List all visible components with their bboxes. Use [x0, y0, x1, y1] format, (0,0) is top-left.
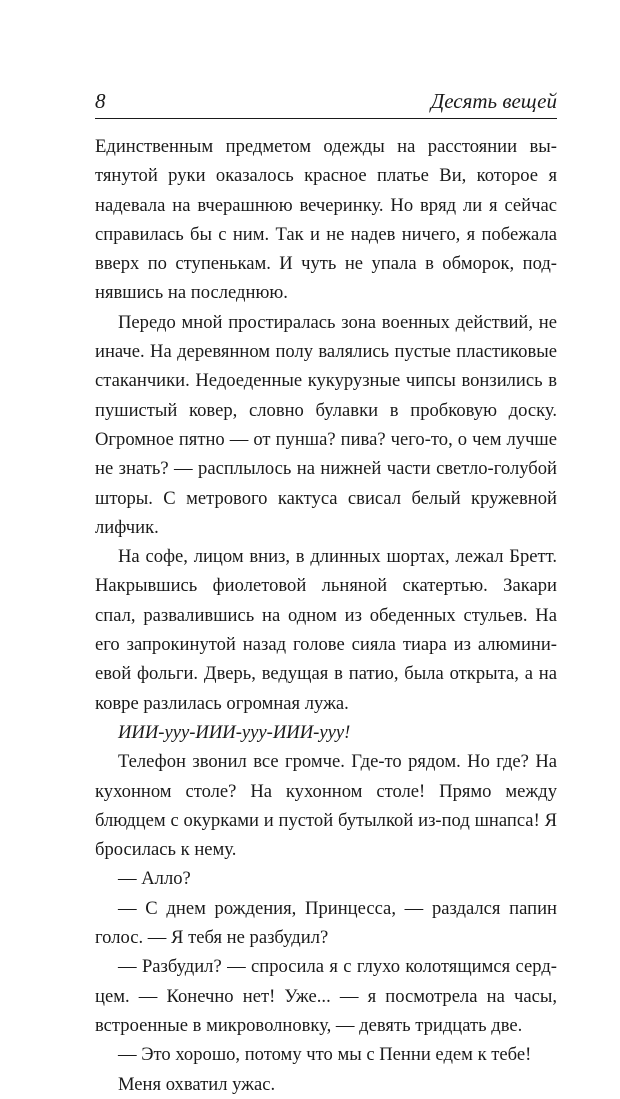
header-divider: [95, 118, 557, 119]
paragraph: Телефон звонил все громче. Где-то рядом. Но где? На кухонном столе? На кухонном столе! Прямо между блюдцем с окурками и пустой бутылкой из-под шнапса! Я бросилась к нему.: [95, 751, 557, 861]
page-number: 8: [95, 89, 106, 113]
paragraph: Единственным предметом одежды на расстоянии вытянутой руки оказалось красное платье Ви, которое я надевала на вчерашнюю вечеринку. Но вряд ли я сейчас справилась бы с ним. Так и не надев ничего, я побежала вверх по ступенькам. И чуть не упала в обморок, поднявшись на последнюю.: [95, 136, 557, 304]
paragraph: Передо мной простиралась зона военных действий, не иначе. На деревянном полу валялись пустые пластиковые стаканчики. Недоеденные кукурузные чипсы вонзились в пушистый ковер, словно булавки в пробковую доску. Огромное пятно — от пунша? пива? чего-то, о чем лучше не знать? — расплылось на нижней части светло-голубой шторы. С метрового кактуса свисал белый кружевной лифчик.: [95, 311, 557, 538]
paragraph: На софе, лицом вниз, в длинных шортах, лежал Бретт. Накрывшись фиолетовой льняной скатертью. Закари спал, развалившись на одном из обеденных стульев. На его запрокинутой назад голове сияла тиара из алюминиевой фольги. Дверь, ведущая в патио, была открыта, а на ковре разлилась огромная лужа.: [95, 546, 557, 714]
dialogue-line: — Разбудил? — спросила я с глухо колотящимся сердцем. — Конечно нет! Уже... — я посмотрела на часы, встроенные в микроволновку, — девять тридцать две.: [95, 956, 557, 1036]
book-page: [95, 88, 557, 1099]
book-title: Десять вещей: [430, 89, 557, 113]
dialogue-line: — Алло?: [118, 868, 191, 890]
phone-ring-line: ИИИ-ууу-ИИИ-ууу-ИИИ-ууу!: [118, 721, 351, 743]
body-text: [95, 132, 557, 1099]
dialogue-line: — С днем рождения, Принцесса, — раздался папин голос. — Я тебя не разбудил?: [95, 897, 557, 949]
paragraph: Меня охватил ужас.: [118, 1073, 276, 1095]
dialogue-line: — Это хорошо, потому что мы с Пенни едем к тебе!: [118, 1044, 532, 1066]
running-head: [95, 88, 557, 114]
